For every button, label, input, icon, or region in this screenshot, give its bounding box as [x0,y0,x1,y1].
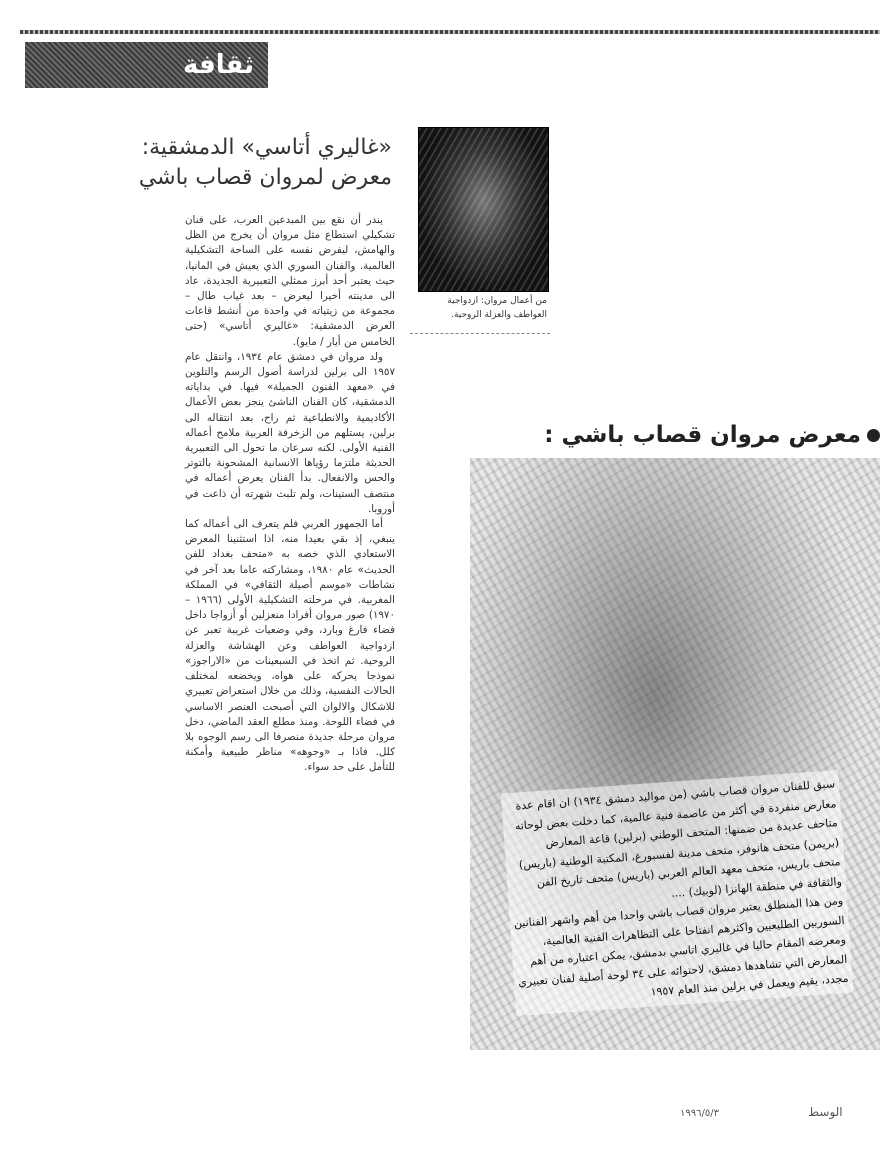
paragraph: ولد مروان في دمشق عام ١٩٣٤، وانتقل عام ١٩٥٧ الى برلين لدراسة أصول الرسم والتلوين في «معهد الفنون الجميلة» فيها. في بداياته الدمشقية، كان الفنان الناشئ ينجز بعض الأعمال الأكاديمية والانطباعية ثم راح، بعد انتقاله الى برلين، يستلهم من الزخرفة العربية ملامح أعماله الفنية الأولى. لكنه سرعان ما تحول الى التعبيرية الحديثة ملتزما رؤياها الانسانية المشحونة بالتوتر والحس والانفعال. بدأ الفنان يعرض أعماله في منتصف الستينات، ولم تلبث شهرته أن ذاعت في أوروبا. [185,350,395,515]
divider [410,333,550,334]
top-rule [20,30,880,34]
exhibit-heading-text: معرض مروان قصاب باشي : [544,422,861,448]
article-title [130,133,392,193]
exhibit-heading [488,422,880,448]
paragraph: يندر أن نقع بين المبدعين العرب، على فنان تشكيلي استطاع مثل مروان أن يخرج من الظل والهامش، ليفرض نفسه على الساحة التشكيلية العالمية. والفنان السوري الذي يعيش في المانيا، حيث يعتبر أحد أبرز ممثلي التعبيرية الجديدة، عاد الى مدينته أخيرا ليعرض – بعد غياب طال – مجموعة من زيتياته في واحدة من أنشط قاعات العرض الدمشقية: «غاليري أتاسي» (حتى الخامس من أيار / مايو). [185,214,395,348]
article-body [185,213,395,776]
article-title-line2: معرض لمروان قصاب باشي [138,165,392,190]
overlay-clipping [501,770,854,1016]
overlay-paragraph: ومن هذا المنطلق يعتبر مروان قصاب باشي واحدا من أهم واشهر الفنانين السوريين الطليعيين واكثرهم انفتاحا على التظاهرات الفنية العالمية، ومعرضه المقام حاليا في غاليري اتاسي بدمشق، يمكن اعتباره من أهم المعارض التي تشاهدها دمشق، لاحتوائه على ٣٤ لوحة أصلية لفنان تعبيري مجدد، يقيم ويعمل في برلين منذ العام ١٩٥٧ [513,893,850,999]
overlay-paragraph: سبق للفنان مروان قصاب باشي (من مواليد دمشق ١٩٣٤) ان اقام عدة معارض منفردة في أكثر من عاصمة فنية عالمية، كما دخلت بعض لوحاته متاحف عديدة من ضمنها: المتحف الوطني (برلين) قاعة المعارض (بريمن) متحف هانوفر، متحف مدينة لفسبورغ، المكتبة الوطنية (باريس) متحف باريس، متحف معهد العالم العربي (باريس) متحف تاريخ الفن والثقافة في منطقة الهانزا (لوبيك) .... [514,777,843,900]
footer-source: الوسط [808,1105,843,1119]
section-banner-label: ثقافة [182,50,254,80]
artwork-photo [418,127,549,292]
paragraph: أما الجمهور العربي فلم يتعرف الى أعماله كما ينبغي، إذ بقي بعيدا منه، اذا استثنينا المعرض الاستعادي الذي خصه به «متحف بغداد للفن الحديث» عام ١٩٨٠، ومشاركته عاما بعد آخر في نشاطات «موسم أصيلة الثقافي» في المملكة المغربية. في مرحلته التشكيلية الأولى (١٩٦٦ – ١٩٧٠) صور مروان أفرادا منعزلين أو أزواجا داخل فضاء فارغ وبارد، وفي وضعيات غريبة تعبر عن ازدواجية العواطف وعن الهشاشة والعزلة الروحية. ثم اتخذ في السبعينات من «الاراجوز» نموذجا يحركه على هواه، ويخضعه لمختلف الحالات النفسية، وذلك من خلال استعراض تعبيري للاشكال والالوان التي أصبحت العنصر الاساسي في فضاء اللوحة. ومنذ مطلع العقد الماضي، دخل مروان مرحلة جديدة منصرفا الى رسم الوجوه بلا كلل. فاذا بـ «وجوهه» مناظر طبيعية وأمكنة للتأمل على حد سواء. [185,518,395,774]
photo-caption: من أعمال مروان: ازدواجية العواطف والعزلة الروحية. [447,296,547,320]
footer-date: ١٩٩٦/٥/٣ [680,1108,719,1119]
article-title-line1: «غاليري أتاسي» الدمشقية: [141,135,392,160]
section-banner [25,42,268,88]
bullet-icon [867,429,880,442]
